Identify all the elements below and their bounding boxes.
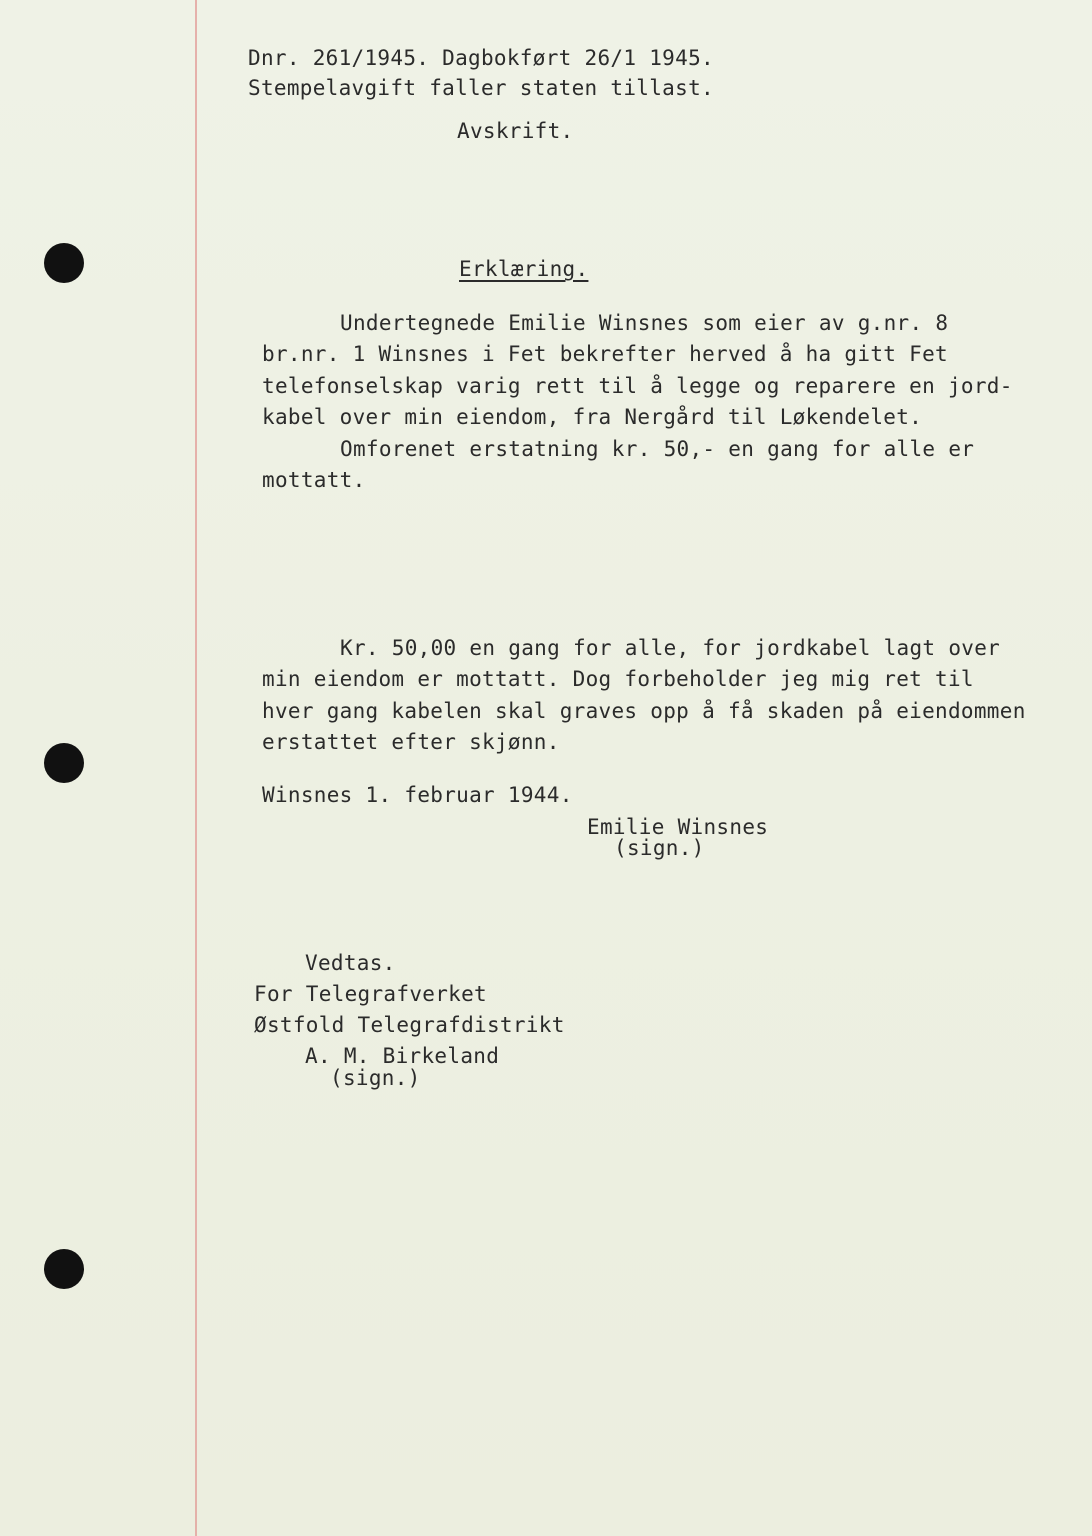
- acceptance-line: Vedtas.: [305, 951, 396, 975]
- punch-hole-middle-icon: [44, 743, 84, 783]
- receipt-line: Kr. 50,00 en gang for alle, for jordkabel lagt over: [340, 636, 1001, 660]
- declaration-line: br.nr. 1 Winsnes i Fet bekrefter herved å ha gitt Fet: [262, 342, 948, 366]
- signature-note: (sign.): [614, 836, 705, 860]
- header-stamp-duty-line: Stempelavgift faller staten tillast.: [248, 76, 714, 100]
- acceptance-signature-name: A. M. Birkeland: [305, 1044, 500, 1068]
- punch-hole-bottom-icon: [44, 1249, 84, 1289]
- acceptance-signature-note: (sign.): [330, 1066, 421, 1090]
- declaration-line: Omforenet erstatning kr. 50,- en gang for alle er: [340, 437, 975, 461]
- acceptance-line: Østfold Telegrafdistrikt: [254, 1013, 565, 1037]
- punch-hole-top-icon: [44, 243, 84, 283]
- declaration-line: telefonselskap varig rett til å legge og reparere en jord-: [262, 374, 1013, 398]
- receipt-line: erstattet efter skjønn.: [262, 730, 560, 754]
- declaration-line: Undertegnede Emilie Winsnes som eier av g.nr. 8: [340, 311, 949, 335]
- red-margin-line: [195, 0, 197, 1536]
- document-heading: Erklæring.: [459, 257, 589, 281]
- receipt-line: min eiendom er mottatt. Dog forbeholder jeg mig ret til: [262, 667, 974, 691]
- declaration-line: mottatt.: [262, 468, 366, 492]
- signature-name: Emilie Winsnes: [587, 815, 769, 839]
- copy-label: Avskrift.: [457, 119, 574, 143]
- acceptance-line: For Telegrafverket: [254, 982, 487, 1006]
- place-date: Winsnes 1. februar 1944.: [262, 783, 573, 807]
- header-registration-line: Dnr. 261/1945. Dagbokført 26/1 1945.: [248, 46, 714, 70]
- receipt-line: hver gang kabelen skal graves opp å få skaden på eiendommen: [262, 699, 1026, 723]
- declaration-line: kabel over min eiendom, fra Nergård til Løkendelet.: [262, 405, 923, 429]
